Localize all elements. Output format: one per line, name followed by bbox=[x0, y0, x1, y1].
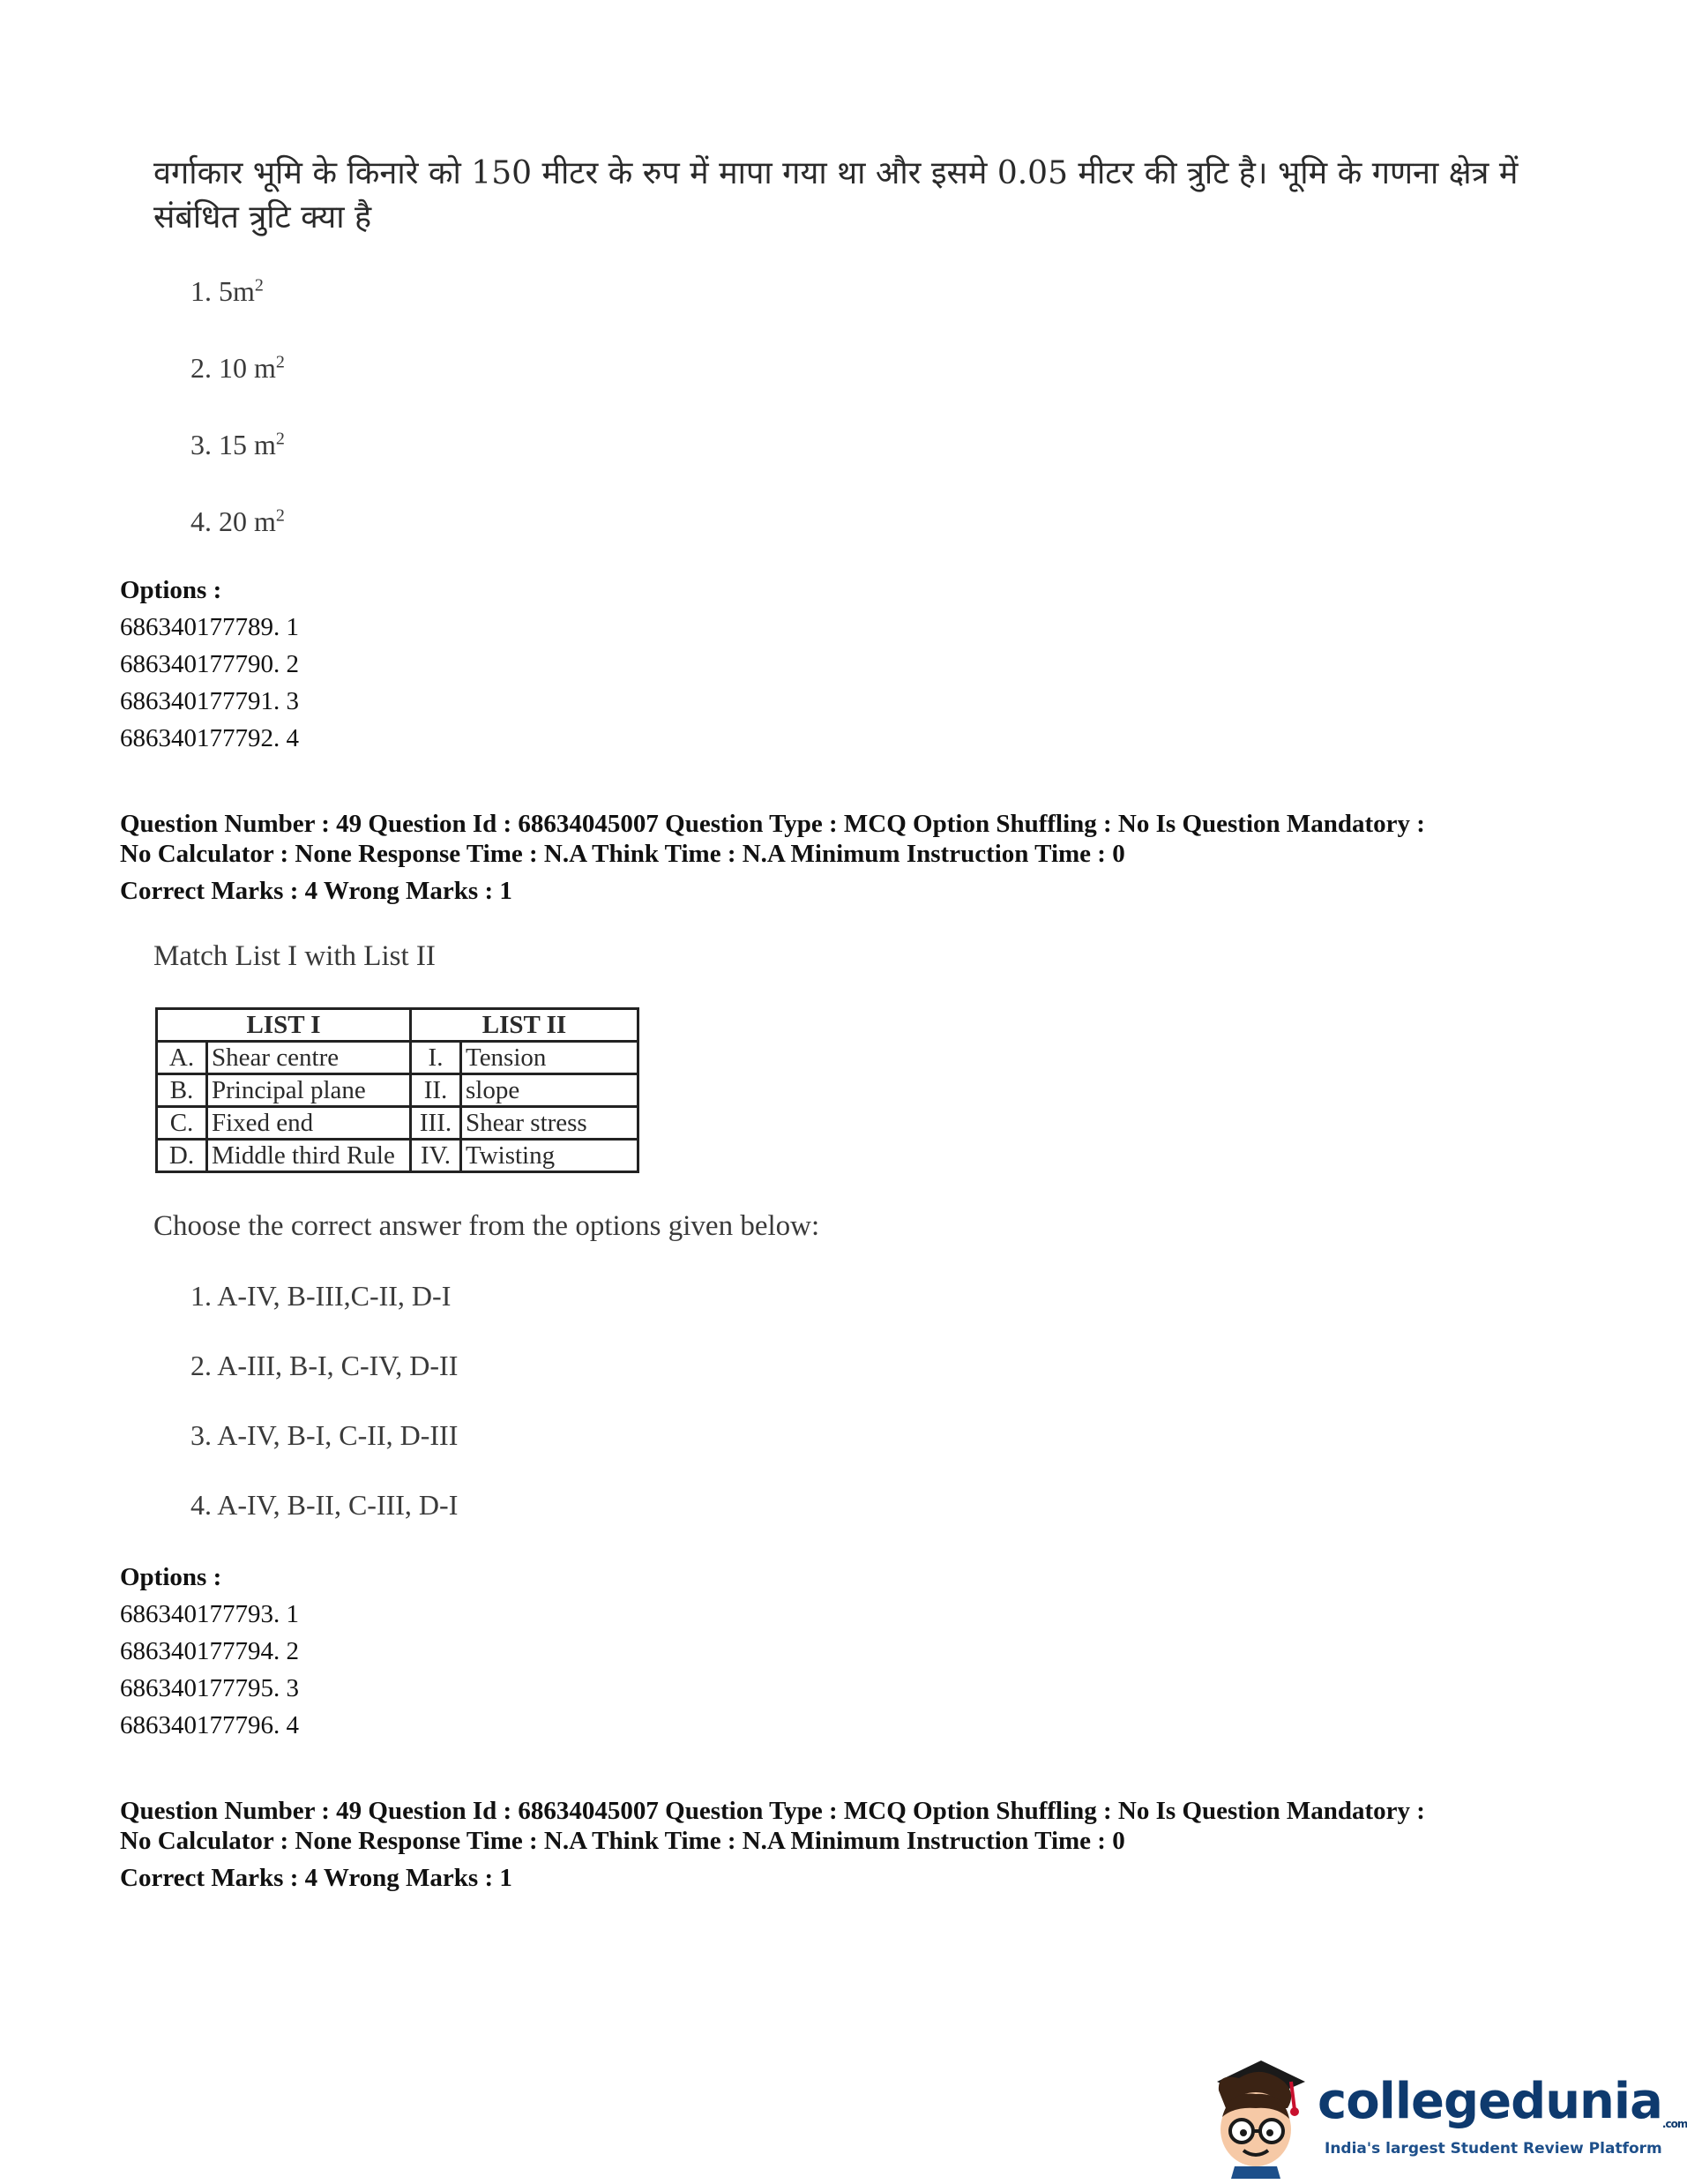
brand-domain: .com bbox=[1661, 2118, 1687, 2130]
answer-choice: 4. A-IV, B-II, C-III, D-I bbox=[190, 1489, 459, 1521]
option-id: 686340177792. 4 bbox=[120, 724, 299, 752]
collegedunia-logo bbox=[1199, 2055, 1687, 2179]
list-1-header: LIST I bbox=[157, 1009, 411, 1042]
question-line-2: संबंधित त्रुटि क्या है bbox=[153, 199, 372, 236]
meta-marks: Correct Marks : 4 Wrong Marks : 1 bbox=[120, 1864, 512, 1892]
options-label: Options : bbox=[120, 576, 222, 604]
question-meta bbox=[120, 809, 1619, 906]
brand-name: collegedunia.com bbox=[1318, 2073, 1687, 2130]
question-meta bbox=[120, 1796, 1619, 1893]
meta-line: No Calculator : None Response Time : N.A Think Time : N.A Minimum Instruction Time : 0 bbox=[120, 1827, 1125, 1855]
match-table bbox=[155, 1007, 639, 1173]
option-id: 686340177791. 3 bbox=[120, 687, 299, 715]
student-mascot-icon bbox=[1199, 2055, 1314, 2179]
answer-choice: 1. A-IV, B-III,C-II, D-I bbox=[190, 1280, 452, 1312]
meta-marks: Correct Marks : 4 Wrong Marks : 1 bbox=[120, 877, 512, 905]
question-text bbox=[153, 152, 1529, 240]
option-id: 686340177790. 2 bbox=[120, 650, 299, 678]
options-block bbox=[120, 572, 299, 757]
question-line-1: वर्गाकार भूमि के किनारे को 150 मीटर के रुप में मापा गया था और इसमे 0.05 मीटर की त्रुटि है। भूमि के गणना क्षेत्र में bbox=[153, 155, 1519, 191]
answer-choice: 3. 15 $m^2$ bbox=[190, 429, 285, 460]
options-label: Options : bbox=[120, 1563, 222, 1591]
option-id: 686340177796. 4 bbox=[120, 1711, 299, 1739]
options-block bbox=[120, 1559, 299, 1744]
answer-choice: 2. A-III, B-I, C-IV, D-II bbox=[190, 1350, 459, 1381]
meta-line: No Calculator : None Response Time : N.A Think Time : N.A Minimum Instruction Time : 0 bbox=[120, 840, 1125, 868]
brand-tagline: India's largest Student Review Platform bbox=[1325, 2140, 1662, 2158]
option-id: 686340177789. 1 bbox=[120, 613, 299, 641]
table-row: C. Fixed end III. Shear stress bbox=[157, 1107, 638, 1140]
meta-line: Question Number : 49 Question Id : 68634045007 Question Type : MCQ Option Shuffling : No Is Question Mandatory : bbox=[120, 810, 1425, 838]
question-instruction: Match List I with List II bbox=[153, 940, 436, 972]
answer-choice: 1. $5m^2$ bbox=[190, 275, 264, 307]
meta-line: Question Number : 49 Question Id : 68634045007 Question Type : MCQ Option Shuffling : No Is Question Mandatory : bbox=[120, 1797, 1425, 1825]
answer-choice: 3. A-IV, B-I, C-II, D-III bbox=[190, 1419, 459, 1451]
choose-instruction: Choose the correct answer from the options given below: bbox=[153, 1210, 820, 1242]
answer-choice: 2. 10 $m^2$ bbox=[190, 352, 285, 384]
table-row: B. Principal plane II. slope bbox=[157, 1074, 638, 1107]
option-id: 686340177795. 3 bbox=[120, 1674, 299, 1702]
table-row: D. Middle third Rule IV. Twisting bbox=[157, 1140, 638, 1172]
answer-choice: 4. 20 $m^2$ bbox=[190, 505, 285, 537]
option-id: 686340177794. 2 bbox=[120, 1637, 299, 1665]
option-id: 686340177793. 1 bbox=[120, 1600, 299, 1628]
list-2-header: LIST II bbox=[411, 1009, 638, 1042]
table-row: A. Shear centre I. Tension bbox=[157, 1042, 638, 1074]
